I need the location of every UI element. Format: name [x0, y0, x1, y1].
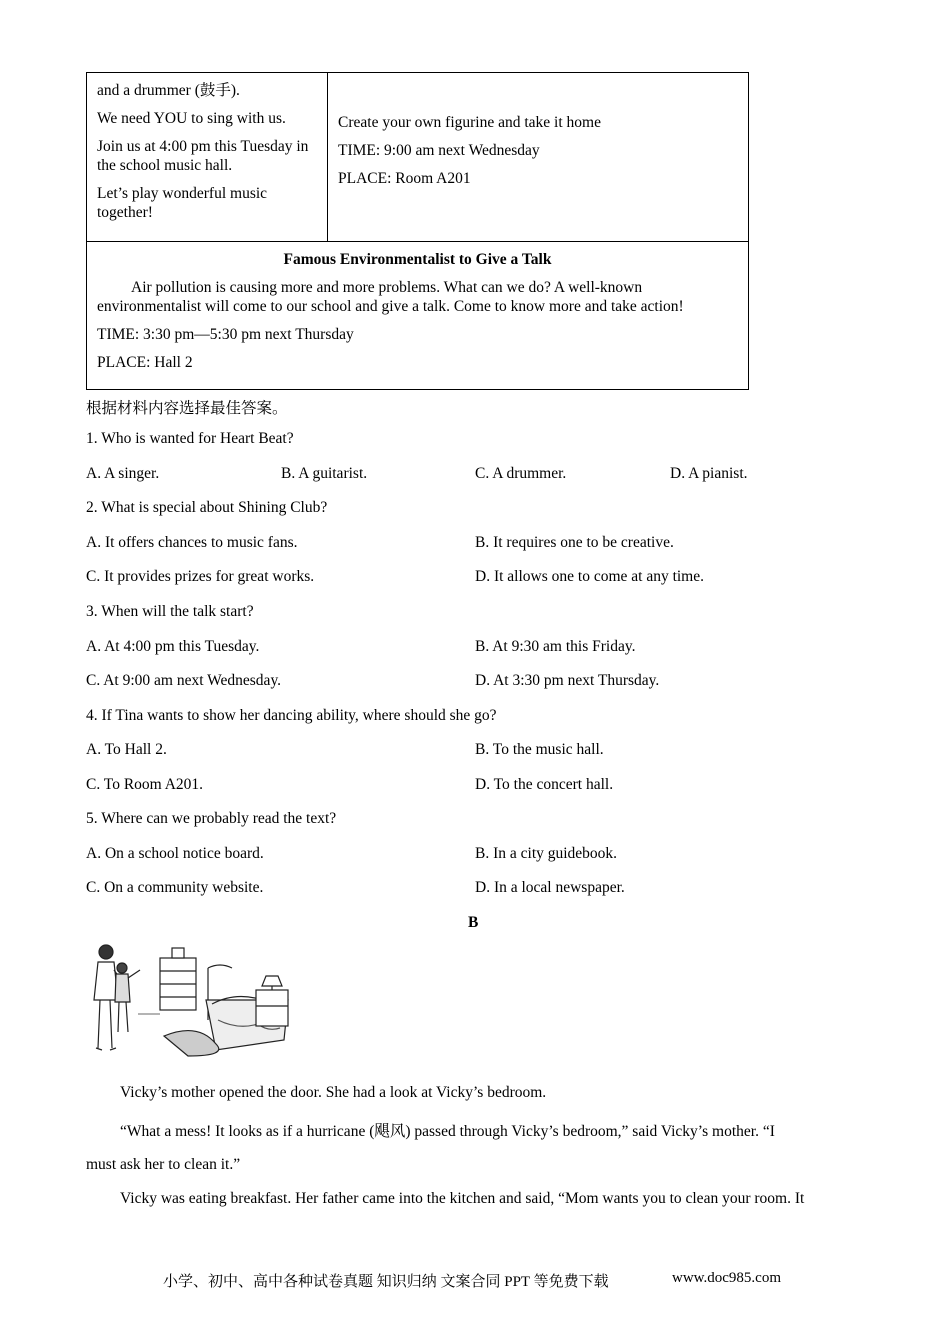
- option-a: A. To Hall 2.: [86, 741, 167, 758]
- option-a: A. It offers chances to music fans.: [86, 534, 298, 551]
- heart-beat-notice: [87, 73, 328, 242]
- notice-line: PLACE: Room A201: [338, 170, 471, 187]
- talk-body: Air pollution is causing more and more problems. What can we do? A well-known environmentalist will come to our school and give a talk. Come to know more and take action!: [97, 279, 684, 315]
- option-c: C. To Room A201.: [86, 776, 204, 793]
- notice-line: and a drummer (鼓手).: [97, 82, 240, 99]
- question-1: 1. Who is wanted for Heart Beat?: [86, 430, 294, 447]
- option-d: D. A pianist.: [670, 465, 748, 482]
- notice-line: Join us at 4:00 pm this Tuesday in the school music hall.: [97, 138, 309, 174]
- story-paragraph-1: Vicky’s mother opened the door. She had a look at Vicky’s bedroom.: [120, 1084, 547, 1101]
- talk-title: Famous Environmentalist to Give a Talk: [283, 251, 552, 268]
- option-b: B. It requires one to be creative.: [475, 534, 674, 551]
- question-3: 3. When will the talk start?: [86, 603, 254, 620]
- notice-line: TIME: 9:00 am next Wednesday: [338, 142, 540, 159]
- notice-line: Create your own figurine and take it home: [338, 114, 601, 131]
- option-a: A. At 4:00 pm this Tuesday.: [86, 638, 260, 655]
- notice-board-table: [86, 72, 749, 390]
- instruction: 根据材料内容选择最佳答案。: [86, 400, 288, 417]
- bedroom-illustration: [88, 940, 298, 1062]
- section-heading: B: [468, 914, 479, 931]
- footer-text: 小学、初中、高中各种试卷真题 知识归纳 文案合同 PPT 等免费下载: [163, 1274, 609, 1290]
- option-d: D. To the concert hall.: [475, 776, 614, 793]
- notice-line: Let’s play wonderful music together!: [97, 185, 268, 221]
- option-b: B. To the music hall.: [475, 741, 604, 758]
- option-d: D. At 3:30 pm next Thursday.: [475, 672, 660, 689]
- notice-line: We need YOU to sing with us.: [97, 110, 286, 127]
- option-a: A. A singer.: [86, 465, 160, 482]
- story-paragraph-2-cont: must ask her to clean it.”: [86, 1156, 241, 1173]
- option-b: B. At 9:30 am this Friday.: [475, 638, 636, 655]
- question-5: 5. Where can we probably read the text?: [86, 810, 337, 827]
- question-4: 4. If Tina wants to show her dancing ability, where should she go?: [86, 707, 497, 724]
- option-b: B. In a city guidebook.: [475, 845, 618, 862]
- footer-site-link[interactable]: www.doc985.com: [672, 1270, 782, 1286]
- shining-club-notice: [328, 73, 749, 242]
- option-a: A. On a school notice board.: [86, 845, 264, 862]
- option-c: C. On a community website.: [86, 879, 264, 896]
- option-c: C. It provides prizes for great works.: [86, 568, 315, 585]
- option-d: D. It allows one to come at any time.: [475, 568, 704, 585]
- option-b: B. A guitarist.: [281, 465, 368, 482]
- talk-time: TIME: 3:30 pm—5:30 pm next Thursday: [97, 326, 354, 343]
- option-c: C. At 9:00 am next Wednesday.: [86, 672, 282, 689]
- option-c: C. A drummer.: [475, 465, 567, 482]
- story-paragraph-3: Vicky was eating breakfast. Her father came into the kitchen and said, “Mom wants you to clean your room. It: [120, 1190, 805, 1207]
- question-2: 2. What is special about Shining Club?: [86, 499, 328, 516]
- talk-notice: [87, 242, 749, 390]
- option-d: D. In a local newspaper.: [475, 879, 625, 896]
- talk-place: PLACE: Hall 2: [97, 354, 193, 371]
- story-paragraph-2: “What a mess! It looks as if a hurricane (飓风) passed through Vicky’s bedroom,” said Vicky’s mother. “I: [120, 1123, 775, 1140]
